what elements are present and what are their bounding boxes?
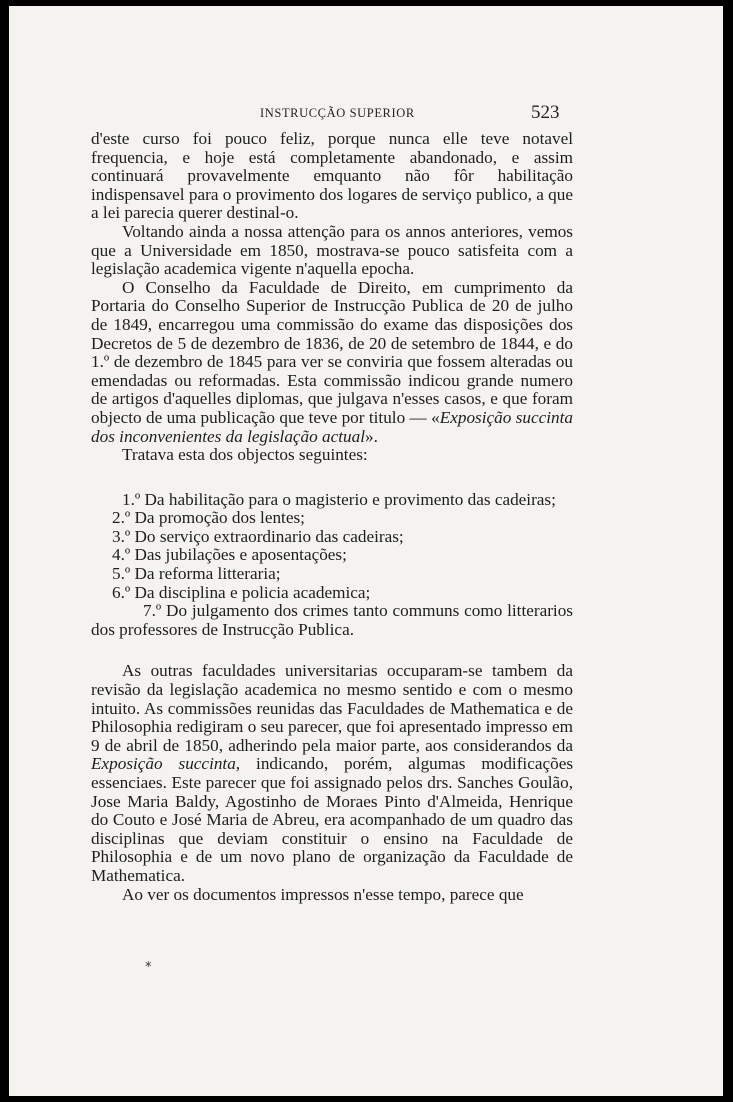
paragraph-outras-end: indicando, porém, algumas modificações essenciaes. Este parecer que foi assignado pelos drs. Sanches Goulão, Jose Maria Baldy, Agostinho de Moraes Pinto d'Almeida, Henrique do Couto e José Maria de Abreu, era acompanhado de um quadro das disciplinas que deviam constituir o ensino na Faculdade de Philosophia e de um novo plano de organização da Faculdade de Mathematica.	[91, 754, 574, 885]
list-item: 3.º Do serviço extraordinario das cadeiras;	[112, 526, 404, 546]
publication-title: Exposição succinta dos inconvenientes da legislação actual	[91, 407, 573, 446]
paragraph-ao-ver: Ao ver os documentos impressos n'esse tempo, parece que	[122, 884, 524, 904]
paragraph-conselho	[91, 279, 573, 446]
running-head: INSTRUCÇÃO SUPERIOR	[260, 106, 415, 120]
signature-mark: *	[145, 960, 152, 975]
exposicao-title: Exposição succinta,	[91, 754, 241, 774]
book-page	[9, 6, 723, 1096]
objects-list	[91, 491, 573, 640]
paragraph-outras-faculdades	[91, 662, 573, 885]
list-item: 6.º Da disciplina e policia academica;	[112, 582, 371, 602]
paragraph-continuation: d'este curso foi pouco feliz, porque nunca elle teve notavel frequencia, e hoje está completamente abandonado, e assim continuará provavelmente emquanto não fôr habilitação indispensavel para o provimento dos logares de serviço publico, a que a lei parecia querer destinal-o.	[91, 129, 573, 223]
paragraph-universidade: Voltando ainda a nossa attenção para os annos anteriores, vemos que a Universidade em 1850, mostrava-se pouco satisfeita com a legislação academica vigente n'aquella epocha.	[91, 221, 573, 279]
paragraph-tratava: Tratava esta dos objectos seguintes:	[122, 445, 368, 465]
list-item: 5.º Da reforma litteraria;	[112, 564, 281, 584]
paragraph-outras-text: As outras faculdades universitarias occuparam-se tambem da revisão da legislação academica no mesmo sentido e com o mesmo intuito. As commissões reunidas das Faculdades de Mathematica e de Philosophia redigiram o seu parecer, que foi apresentado impresso em 9 de abril de 1850, adherindo pela maior parte, aos considerandos da	[91, 661, 573, 755]
list-item: 2.º Da promoção dos lentes;	[112, 508, 305, 528]
page-number: 523	[531, 102, 560, 123]
page-header	[9, 102, 723, 128]
list-item: 1.º Da habilitação para o magisterio e provimento das cadeiras;	[122, 489, 556, 509]
paragraph-conselho-text: O Conselho da Faculdade de Direito, em cumprimento da Portaria do Conselho Superior de Instrucção Publica de 20 de julho de 1849, encarregou uma commissão do exame das disposições dos Decretos de 5 de dezembro de 1836, de 20 de setembro de 1844, e do 1.º de dezembro de 1845 para ver se conviria que fossem alteradas ou emendadas ou reformadas. Esta commissão indicou grande numero de artigos d'aquelles diplomas, que julgava n'esses casos, e que foram objecto de uma publicação que teve por titulo — «	[91, 277, 573, 427]
paragraph-conselho-end: ».	[365, 426, 378, 446]
body-text	[91, 130, 573, 904]
list-item: 4.º Das jubilações e aposentações;	[112, 545, 347, 565]
list-item: 7.º Do julgamento dos crimes tanto communs como litterarios dos professores de Instrucção Publica.	[91, 601, 573, 639]
